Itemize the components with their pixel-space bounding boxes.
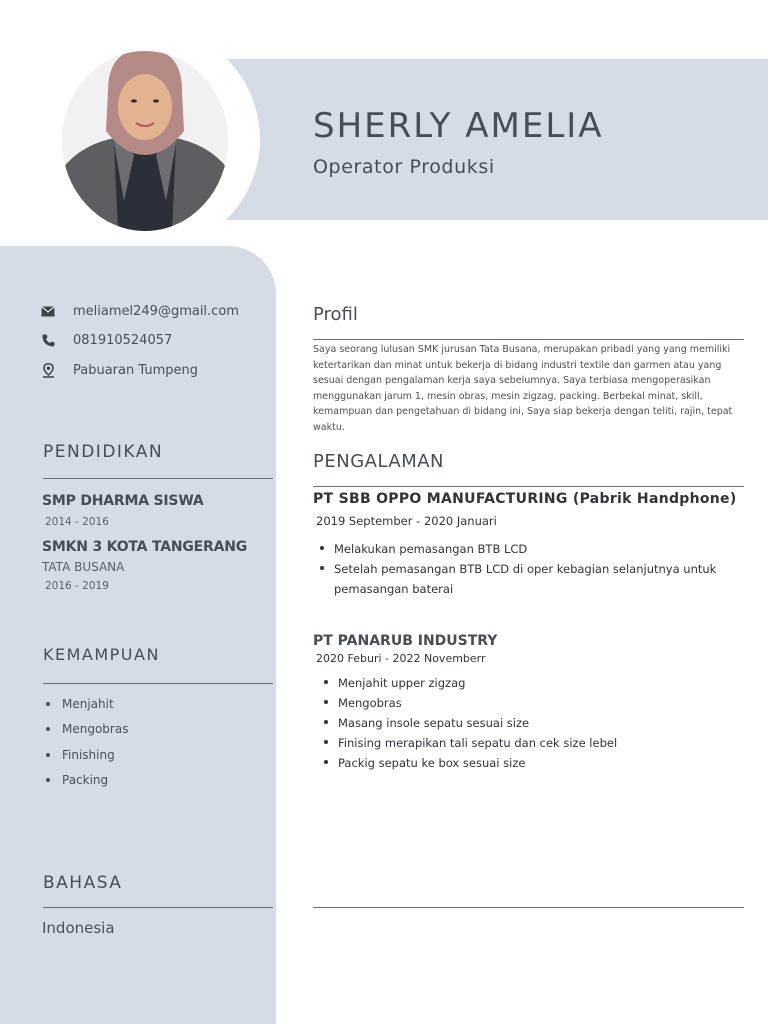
education-years-2: 2016 - 2019 xyxy=(45,580,109,592)
education-years-1: 2014 - 2016 xyxy=(45,516,109,528)
skills-divider xyxy=(43,683,273,684)
contact-email xyxy=(40,301,239,321)
profile-summary: Saya seorang lulusan SMK jurusan Tata Busana, merupakan pribadi yang yang memiliki ketertarikan dan minat untuk bekerja di bidang industri textile dan garmen atau yang sesuai dengan pengalaman kerja saya sebelumnya. Saya terbiasa mengoperasikan menggunakan jarum 1, mesin obras, mesin zigzag, packing. Berbekal minat, skill, kemampuan dan pengetahuan di bidang ini, Saya siap bekerja dengan teliti, rajin, tepat waktu. xyxy=(313,344,733,433)
language-item: Indonesia xyxy=(42,919,115,937)
skills-heading: KEMAMPUAN xyxy=(43,645,160,664)
education-major-2: TATA BUSANA xyxy=(42,560,125,574)
languages-divider xyxy=(43,907,273,908)
job-company-1: PT SBB OPPO MANUFACTURING (Pabrik Handphone) xyxy=(313,491,737,507)
job-duties-1 xyxy=(320,539,740,599)
experience-heading: PENGALAMAN xyxy=(313,451,445,472)
skill-item: Menjahit xyxy=(46,691,128,717)
contact-phone xyxy=(40,330,172,350)
location-pin-icon xyxy=(40,362,56,378)
skills-list xyxy=(46,691,128,793)
job-period-1: 2019 September - 2020 Januari xyxy=(316,514,497,528)
profile-photo xyxy=(62,51,228,231)
duty-item: Masang insole sepatu sesuai size xyxy=(324,713,740,733)
profile-photo-illustration xyxy=(62,51,228,231)
phone-icon xyxy=(40,332,56,348)
job-duties-2 xyxy=(324,673,740,773)
candidate-job-title: Operator Produksi xyxy=(313,156,495,178)
email-text: meliamel249@gmail.com xyxy=(73,303,239,319)
profile-divider xyxy=(313,339,744,340)
skill-item: Finishing xyxy=(46,742,128,768)
job-period-2: 2020 Feburi - 2022 Novemberr xyxy=(316,652,486,665)
duty-item: Menjahit upper zigzag xyxy=(324,673,740,693)
envelope-icon xyxy=(40,303,56,319)
education-heading: PENDIDIKAN xyxy=(43,442,164,462)
duty-item: Melakukan pemasangan BTB LCD xyxy=(320,539,740,559)
experience-divider xyxy=(313,486,744,487)
bottom-divider xyxy=(313,907,744,908)
languages-heading: BAHASA xyxy=(43,873,123,893)
education-school-2: SMKN 3 KOTA TANGERANG xyxy=(42,539,248,555)
skill-item: Packing xyxy=(46,768,128,794)
education-school-1: SMP DHARMA SISWA xyxy=(42,493,204,509)
duty-item: Mengobras xyxy=(324,693,740,713)
phone-text: 081910524057 xyxy=(73,332,173,348)
job-company-2: PT PANARUB INDUSTRY xyxy=(313,633,498,649)
duty-item: Setelah pemasangan BTB LCD di oper kebagian selanjutnya untuk pemasangan baterai xyxy=(320,559,740,599)
location-text: Pabuaran Tumpeng xyxy=(73,362,198,378)
education-divider xyxy=(43,478,273,479)
skill-item: Mengobras xyxy=(46,717,128,743)
duty-item: Packig sepatu ke box sesuai size xyxy=(324,753,740,773)
candidate-name: SHERLY AMELIA xyxy=(313,106,604,146)
profile-heading: Profil xyxy=(313,304,358,325)
duty-item: Finising merapikan tali sepatu dan cek size lebel xyxy=(324,733,740,753)
contact-location xyxy=(40,360,198,380)
